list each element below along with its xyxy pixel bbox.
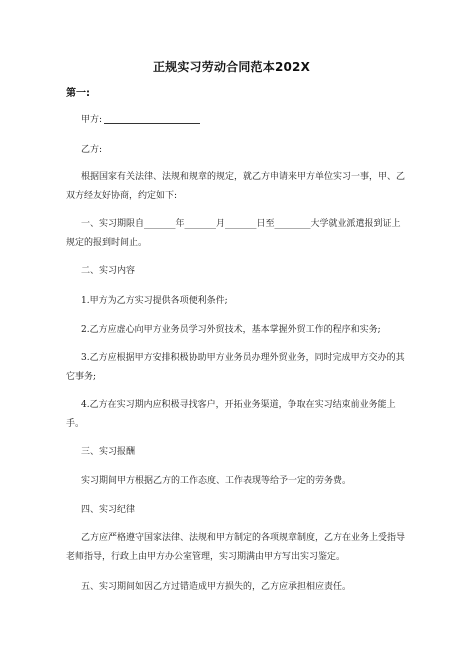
section-heading: 第一:: [66, 88, 90, 99]
party-a-blank: [104, 113, 200, 124]
intro-paragraph: 根据国家有关法律、法规和规章的规定，就乙方申请来甲方单位实习一事，甲、乙双方经友好协商，约定如下:: [66, 172, 406, 201]
party-a-label: 甲方:: [81, 115, 103, 125]
clause-3-heading: 三、实习报酬: [81, 447, 136, 457]
party-b-label: 乙方:: [81, 145, 103, 155]
item-3: 3.乙方应根据甲方安排积极协助甲方业务员办理外贸业务，同时完成甲方交办的其它事务;: [66, 353, 405, 382]
item-4: 4.乙方在实习期内应积极寻找客户，开拓业务渠道，争取在实习结束前业务能上手。: [66, 400, 396, 429]
clause-4-text: 乙方应严格遵守国家法律、法规和甲方制定的各项规章制度，乙方在业务上受指导老师指导，行政上由甲方办公室管理，实习期满由甲方写出实习鉴定。: [66, 533, 406, 562]
item-2: 2.乙方应虚心向甲方业务员学习外贸技术，基本掌握外贸工作的程序和实务;: [81, 325, 381, 335]
document-title: 正规实习劳动合同范本202X: [152, 60, 311, 74]
clause-4-heading: 四、实习纪律: [81, 505, 136, 515]
party-a-line: [66, 111, 406, 130]
clause-3-text: 实习期间甲方根据乙方的工作态度、工作表现等给予一定的劳务费。: [81, 476, 352, 486]
item-1: 1.甲方为乙方实习提供各项便利条件;: [81, 296, 228, 306]
clause-2-heading: 二、实习内容: [81, 266, 136, 276]
clause-5-paragraph: 五、实习期间如因乙方过错造成甲方损失的，乙方应承担相应责任。: [81, 582, 352, 592]
clause-1-paragraph: 一、实习期限自_______年_______月_______日至________大学就业派遣报到证上规定的报到时间止。: [66, 219, 401, 248]
